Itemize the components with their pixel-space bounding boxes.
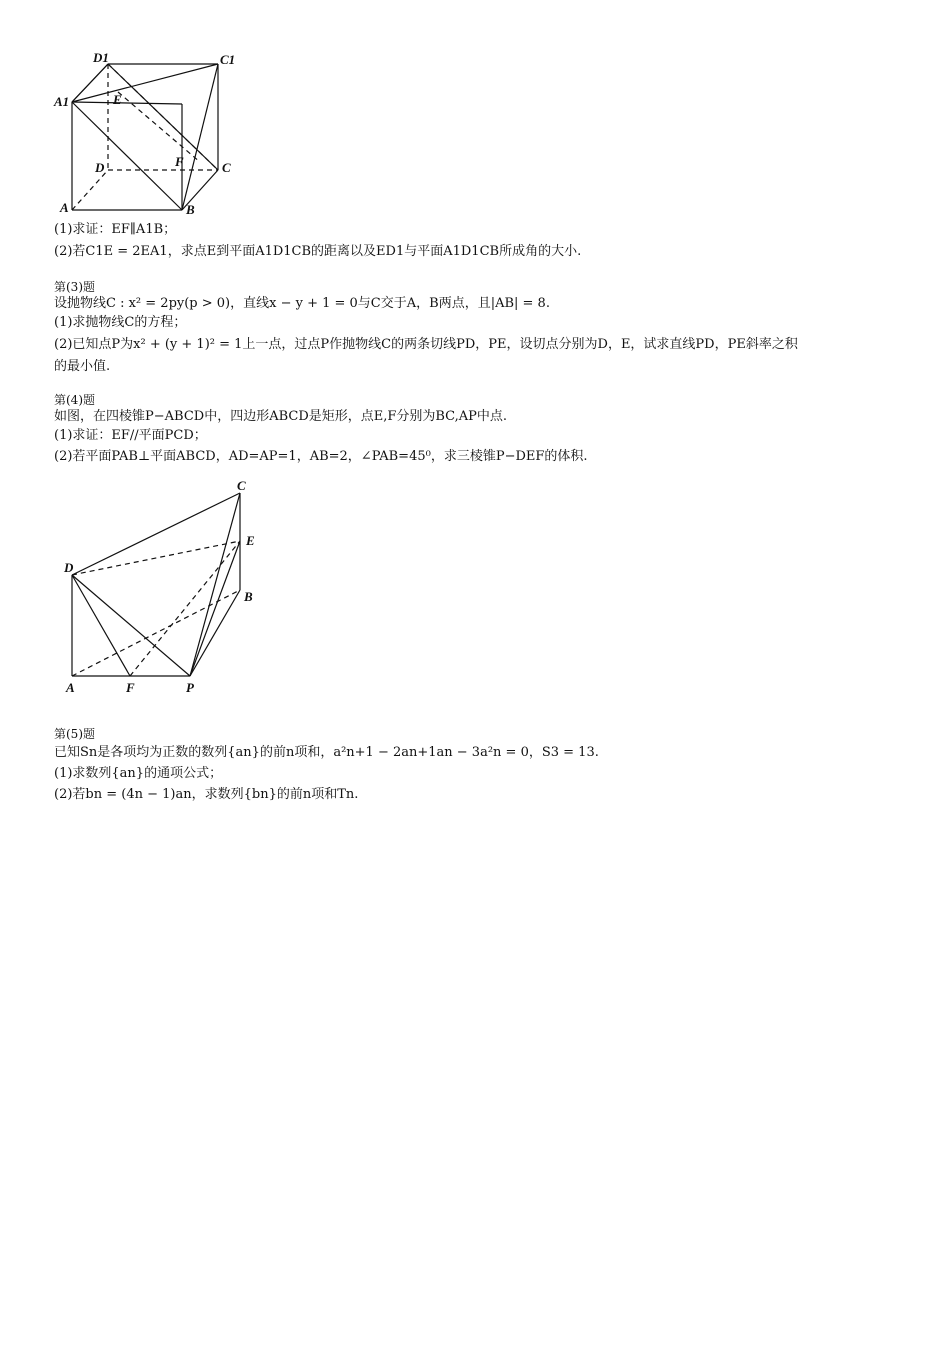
problem4-heading: 第(4)题 <box>54 393 95 407</box>
problem3-part1: (1)求抛物线C的方程； <box>54 315 187 330</box>
label-C: C <box>237 478 246 493</box>
problem4-part1: (1)求证：EF//平面PCD； <box>54 428 207 443</box>
problem3-part2-line1: (2)已知点P为x² + (y + 1)² = 1上一点，过点P作抛物线C的两条切线PD，PE，设切点分别为D，E，试求直线PD，PE斜率之积 <box>54 337 798 352</box>
label-E: E <box>246 533 255 548</box>
problem3-heading: 第(3)题 <box>54 280 95 294</box>
label-B: B <box>186 202 195 216</box>
problem5-part2: (2)若bn = (4n − 1)an，求数列{bn}的前n项和Tn. <box>54 787 359 802</box>
problem3-stem: 设抛物线C : x² = 2py(p > 0)，直线x − y + 1 = 0与C交于A，B两点，且|AB| = 8. <box>54 296 550 311</box>
label-P: P <box>186 680 194 695</box>
label-F: F <box>126 680 135 695</box>
problem2-part1: (1)求证：EF∥A1B； <box>54 222 177 237</box>
pyramid-figure <box>58 476 288 696</box>
label-C1: C1 <box>220 52 236 67</box>
problem5-part1: (1)求数列{an}的通项公式； <box>54 766 223 781</box>
problem4-part2: (2)若平面PAB⊥平面ABCD，AD=AP=1，AB=2，∠PAB=45⁰，求三棱锥P−DEF的体积. <box>54 449 588 464</box>
problem5-heading: 第(5)题 <box>54 727 95 741</box>
label-A: A <box>66 680 75 695</box>
label-D: D <box>64 560 74 575</box>
label-E: E <box>113 92 122 107</box>
cube-figure <box>50 46 310 216</box>
problem4-stem: 如图，在四棱锥P−ABCD中，四边形ABCD是矩形，点E,F分别为BC,AP中点. <box>54 409 508 424</box>
label-A1: A1 <box>54 94 70 109</box>
label-B: B <box>244 589 253 604</box>
label-D1: D1 <box>93 50 109 65</box>
label-A: A <box>60 200 69 215</box>
problem5-stem: 已知Sn是各项均为正数的数列{an}的前n项和，a²n+1 − 2an+1an − 3a²n = 0，S3 = 13. <box>54 745 599 760</box>
problem3-part2-line2: 的最小值. <box>54 359 111 374</box>
label-F: F <box>175 154 184 169</box>
problem2-part2: (2)若C1E = 2EA1，求点E到平面A1D1CB的距离以及ED1与平面A1D1CB所成角的大小. <box>54 244 582 259</box>
label-C: C <box>222 160 231 175</box>
label-D: D <box>95 160 105 175</box>
